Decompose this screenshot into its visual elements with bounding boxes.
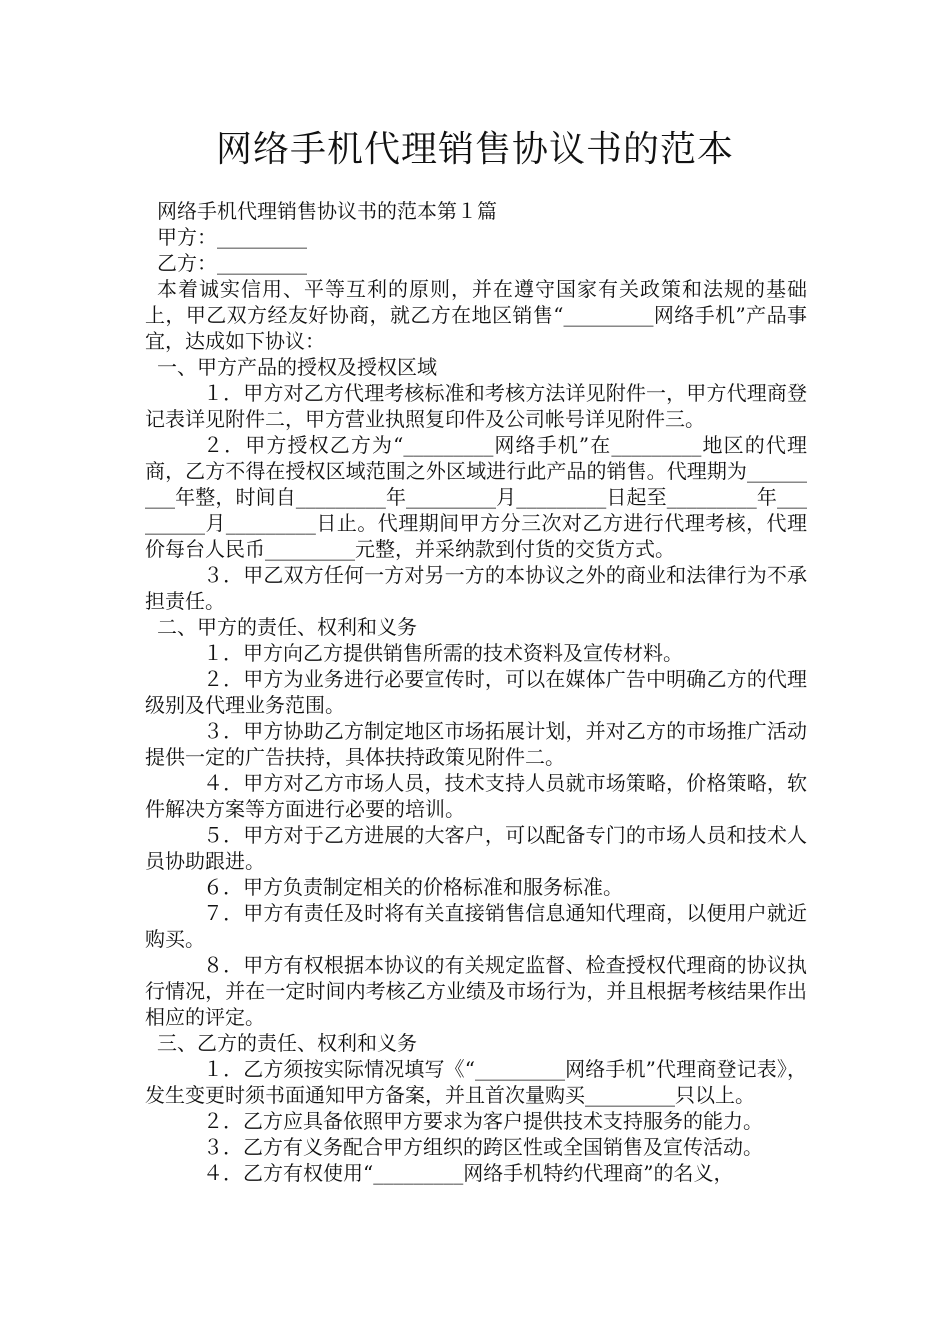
section-3-item-1: １．乙方须按实际情况填写《“_________网络手机”代理商登记表》，发生变更时须书面通知甲方备案，并且首次量购买_________只以上。 xyxy=(145,1057,807,1107)
section-2-item-2: ２．甲方为业务进行必要宣传时，可以在媒体广告中明确乙方的代理级别及代理业务范围。 xyxy=(145,667,807,717)
section-2-item-1: １．甲方向乙方提供销售所需的技术资料及宣传材料。 xyxy=(203,641,683,665)
section-1-heading: 一、甲方产品的授权及授权区域 xyxy=(157,355,437,379)
section-2-item-5: ５．甲方对于乙方进展的大客户，可以配备专门的市场人员和技术人员协助跟进。 xyxy=(145,823,807,873)
section-1-item-1: １．甲方对乙方代理考核标准和考核方法详见附件一，甲方代理商登记表详见附件二，甲方营业执照复印件及公司帐号详见附件三。 xyxy=(145,381,807,431)
section-3-item-4: ４．乙方有权使用“_________网络手机特约代理商”的名义， xyxy=(203,1161,734,1185)
section-2-item-7: ７．甲方有责任及时将有关直接销售信息通知代理商，以便用户就近购买。 xyxy=(145,901,807,951)
section-2-item-4: ４．甲方对乙方市场人员，技术支持人员就市场策略，价格策略，软件解决方案等方面进行必要的培训。 xyxy=(145,771,807,821)
section-3-item-3: ３．乙方有义务配合甲方组织的跨区性或全国销售及宣传活动。 xyxy=(203,1135,763,1159)
section-2-item-8: ８．甲方有权根据本协议的有关规定监督、检查授权代理商的协议执行情况，并在一定时间内考核乙方业绩及市场行为，并且根据考核结果作出相应的评定。 xyxy=(145,953,807,1029)
document-body xyxy=(145,198,807,1186)
section-2-item-3: ３．甲方协助乙方制定地区市场拓展计划，并对乙方的市场推广活动提供一定的广告扶持，具体扶持政策见附件二。 xyxy=(145,719,807,769)
section-2-heading: 二、甲方的责任、权利和义务 xyxy=(157,615,417,639)
party-a-line: 甲方：_________ xyxy=(157,225,307,249)
section-3-item-2: ２．乙方应具备依照甲方要求为客户提供技术支持服务的能力。 xyxy=(203,1109,763,1133)
section-1-item-2: ２．甲方授权乙方为“_________网络手机”在_________地区的代理商，乙方不得在授权区域范围之外区域进行此产品的销售。代理期为_________年整，时间自_________年_________月_________日起至_________年_________月_________日止。代理期间甲方分三次对乙方进行代理考核，代理价每台人民币_________元整，并采纳款到付货的交货方式。 xyxy=(145,433,807,561)
section-1-item-3: ３．甲乙双方任何一方对另一方的本协议之外的商业和法律行为不承担责任。 xyxy=(145,563,807,613)
party-b-line: 乙方：_________ xyxy=(157,251,307,275)
section-3-heading: 三、乙方的责任、权利和义务 xyxy=(157,1031,417,1055)
document-title: 网络手机代理销售协议书的范本 xyxy=(215,129,734,170)
document-subtitle: 网络手机代理销售协议书的范本第１篇 xyxy=(157,199,497,223)
section-2-item-6: ６．甲方负责制定相关的价格标准和服务标准。 xyxy=(203,875,623,899)
intro-paragraph: 本着诚实信用、平等互利的原则，并在遵守国家有关政策和法规的基础上，甲乙双方经友好协商，就乙方在地区销售“_________网络手机”产品事宜，达成如下协议： xyxy=(145,277,807,353)
